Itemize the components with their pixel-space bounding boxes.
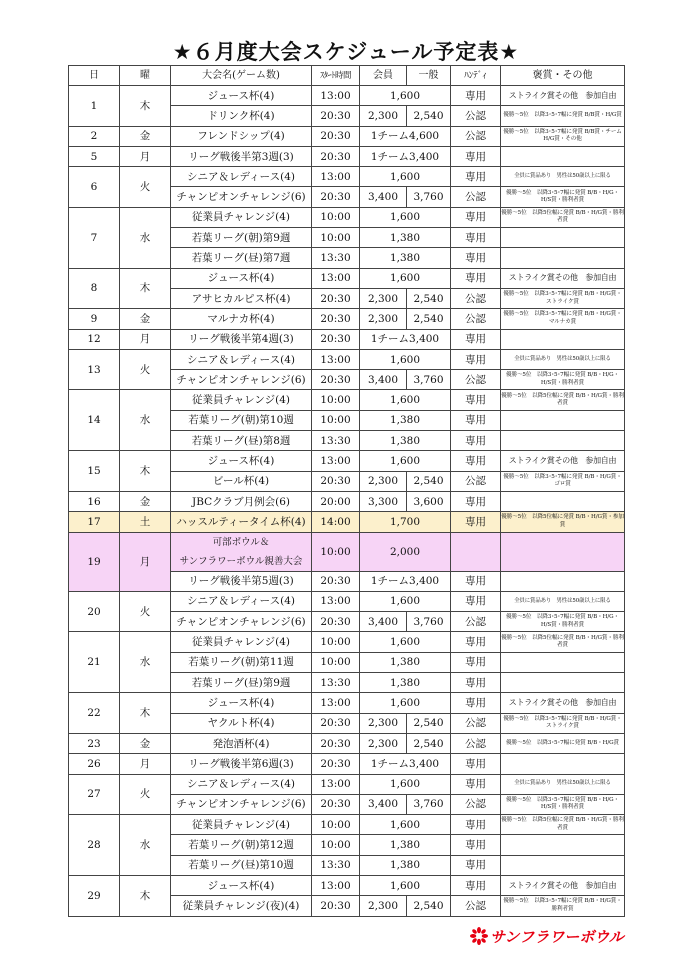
weekday-cell: 木 [120,451,171,492]
header-general: 一般 [407,66,451,86]
general-fee-cell: 2,540 [407,713,451,733]
prize-cell: ストライク賞その他 参加自由 [501,451,625,471]
header-name: 大会名(ゲーム数) [171,66,312,86]
day-cell: 20 [69,591,120,632]
prize-cell: ストライク賞その他 参加自由 [501,875,625,895]
day-cell: 26 [69,754,120,774]
fee-cell: 1,380 [360,835,451,855]
general-fee-cell: 3,600 [407,491,451,511]
member-fee-cell: 2,300 [360,106,407,126]
prize-cell [501,146,625,166]
page-title: ★６月度大会スケジュール予定表★ [172,40,520,64]
weekday-cell: 金 [120,126,171,146]
fee-cell: 1,600 [360,774,451,794]
table-row [69,167,625,187]
start-time-cell: 20:30 [312,309,360,329]
event-name-cell: ヤクルト杯(4) [171,713,312,733]
prize-cell: 優勝～5位 以降3･5･7幅に発賞 B/B・H/G賞・ストライク賞 [501,713,625,733]
event-name-cell: ジュース杯(4) [171,451,312,471]
start-time-cell: 20:30 [312,146,360,166]
fee-cell: 1チーム3,400 [360,754,451,774]
start-time-cell: 13:00 [312,875,360,895]
weekday-cell: 金 [120,309,171,329]
sunflower-icon [470,927,488,945]
event-name-cell: JBCクラブ月例会(6) [171,491,312,511]
event-name-cell: ハッスルティータイム杯(4) [171,512,312,532]
handicap-cell: 専用 [451,167,501,187]
start-time-cell: 13:00 [312,451,360,471]
prize-cell [501,248,625,268]
handicap-cell: 専用 [451,329,501,349]
fee-cell: 1チーム3,400 [360,571,451,591]
handicap-cell: 公認 [451,733,501,753]
handicap-cell: 専用 [451,571,501,591]
start-time-cell: 10:00 [312,652,360,672]
general-fee-cell: 2,540 [407,288,451,308]
table-row [69,693,625,713]
handicap-cell: 公認 [451,106,501,126]
fee-cell: 1,600 [360,349,451,369]
day-cell: 15 [69,451,120,492]
header-member: 会員 [360,66,407,86]
day-cell: 9 [69,309,120,329]
handicap-cell: 専用 [451,875,501,895]
table-row [69,146,625,166]
event-name-cell: 若葉リーグ(昼)第9週 [171,673,312,693]
handicap-cell: 公認 [451,794,501,814]
prize-cell [501,673,625,693]
table-row [69,86,625,106]
start-time-cell: 10:00 [312,410,360,430]
table-row [69,875,625,895]
prize-cell: 優勝～5位 以降5位幅に発賞 B/B・H/G賞・勝利者賞 [501,632,625,652]
prize-cell [501,329,625,349]
event-name-cell: 若葉リーグ(朝)第12週 [171,835,312,855]
weekday-cell: 水 [120,632,171,693]
fee-cell: 2,000 [360,532,451,571]
day-cell: 23 [69,733,120,753]
prize-cell: 全員に賞品あり 男性は50歳以上に限る [501,591,625,611]
handicap-cell: 専用 [451,491,501,511]
start-time-cell: 20:30 [312,126,360,146]
handicap-cell: 専用 [451,652,501,672]
start-time-cell: 10:00 [312,835,360,855]
handicap-cell: 専用 [451,591,501,611]
handicap-cell: 専用 [451,349,501,369]
handicap-cell: 専用 [451,410,501,430]
table-row [69,774,625,794]
prize-cell: 優勝～5位 以降3･5･7幅に発賞 B/B・H/G・H/S賞・勝利者賞 [501,612,625,632]
fee-cell: 1チーム3,400 [360,146,451,166]
weekday-cell: 土 [120,512,171,532]
general-fee-cell: 2,540 [407,309,451,329]
prize-cell [501,491,625,511]
prize-cell [501,532,625,571]
start-time-cell: 10:00 [312,815,360,835]
event-name-cell: シニア＆レディース(4) [171,591,312,611]
handicap-cell: 専用 [451,451,501,471]
handicap-cell: 専用 [451,673,501,693]
start-time-cell: 13:30 [312,431,360,451]
member-fee-cell: 2,300 [360,733,407,753]
event-name-cell: アサヒカルピス杯(4) [171,288,312,308]
prize-cell: 優勝～5位 以降5位幅に発賞 B/B・H/G賞・勝利者賞 [501,815,625,835]
start-time-cell: 20:30 [312,794,360,814]
general-fee-cell: 3,760 [407,794,451,814]
event-name-cell: 若葉リーグ(昼)第8週 [171,431,312,451]
table-row [69,329,625,349]
fee-cell: 1,600 [360,167,451,187]
fee-cell: 1,700 [360,512,451,532]
member-fee-cell: 2,300 [360,309,407,329]
handicap-cell: 公認 [451,612,501,632]
prize-cell: 優勝～5位 以降3･5･7幅に発賞 B/B・H/G賞 [501,733,625,753]
table-row [69,451,625,471]
day-cell: 21 [69,632,120,693]
weekday-cell: 金 [120,733,171,753]
start-time-cell: 13:00 [312,693,360,713]
prize-cell: 優勝～5位 以降3･5･7幅に発賞 B/B・H/G・H/S賞・勝利者賞 [501,794,625,814]
prize-cell: ストライク賞その他 参加自由 [501,268,625,288]
prize-cell: ストライク賞その他 参加自由 [501,86,625,106]
handicap-cell: 専用 [451,512,501,532]
event-name-cell: リーグ戦後半第5週(3) [171,571,312,591]
header-day: 日 [69,66,120,86]
start-time-cell: 20:00 [312,491,360,511]
handicap-cell: 公認 [451,288,501,308]
prize-cell: 全員に賞品あり 男性は50歳以上に限る [501,349,625,369]
fee-cell: 1,380 [360,410,451,430]
general-fee-cell: 3,760 [407,370,451,390]
start-time-cell: 10:00 [312,632,360,652]
prize-cell: 優勝～5位 以降3･5･7幅に発賞 B/B賞・チームH/G賞・その他 [501,126,625,146]
table-row [69,815,625,835]
member-fee-cell: 2,300 [360,896,407,916]
event-name-cell: シニア＆レディース(4) [171,774,312,794]
fee-cell: 1,600 [360,815,451,835]
prize-cell [501,652,625,672]
event-name-cell: ジュース杯(4) [171,86,312,106]
member-fee-cell: 3,400 [360,794,407,814]
fee-cell: 1,380 [360,248,451,268]
day-cell: 7 [69,207,120,268]
start-time-cell: 20:30 [312,733,360,753]
header-weekday: 曜 [120,66,171,86]
handicap-cell: 専用 [451,207,501,227]
event-name-cell: 発泡酒杯(4) [171,733,312,753]
member-fee-cell: 2,300 [360,713,407,733]
day-cell: 5 [69,146,120,166]
prize-cell: 優勝～5位 以降3･5･7幅に発賞 B/B・H/G・H/S賞・勝利者賞 [501,187,625,207]
handicap-cell: 専用 [451,146,501,166]
day-cell: 8 [69,268,120,309]
table-row [69,268,625,288]
handicap-cell: 専用 [451,390,501,410]
fee-cell: 1,380 [360,855,451,875]
handicap-cell: 専用 [451,248,501,268]
handicap-cell [451,532,501,571]
handicap-cell: 専用 [451,835,501,855]
weekday-cell: 水 [120,390,171,451]
handicap-cell: 専用 [451,86,501,106]
member-fee-cell: 3,400 [360,612,407,632]
day-cell: 17 [69,512,120,532]
weekday-cell: 木 [120,86,171,127]
prize-cell: ストライク賞その他 参加自由 [501,693,625,713]
event-name-cell: 従業員チャレンジ(4) [171,815,312,835]
weekday-cell: 火 [120,774,171,815]
weekday-cell: 水 [120,815,171,876]
table-row [69,309,625,329]
table-row [69,733,625,753]
day-cell: 27 [69,774,120,815]
handicap-cell: 専用 [451,693,501,713]
sunflower-bowl-logo [470,924,624,950]
fee-cell: 1,600 [360,632,451,652]
fee-cell: 1,380 [360,652,451,672]
start-time-cell: 13:00 [312,774,360,794]
general-fee-cell: 2,540 [407,471,451,491]
table-row [69,126,625,146]
event-name-cell: リーグ戦後半第6週(3) [171,754,312,774]
start-time-cell: 13:30 [312,673,360,693]
prize-cell: 優勝～5位 以降5位幅に発賞 B/B・H/G賞・勝利者賞 [501,207,625,227]
event-name-cell: ドリンク杯(4) [171,106,312,126]
event-name-cell: ジュース杯(4) [171,693,312,713]
start-time-cell: 13:00 [312,167,360,187]
start-time-cell: 10:00 [312,228,360,248]
table-row [69,591,625,611]
fee-cell: 1,380 [360,228,451,248]
weekday-cell: 火 [120,349,171,390]
event-name-cell: フレンドシップ(4) [171,126,312,146]
fee-cell: 1,600 [360,207,451,227]
handicap-cell: 公認 [451,309,501,329]
start-time-cell: 20:30 [312,754,360,774]
start-time-cell: 13:00 [312,591,360,611]
handicap-cell: 公認 [451,471,501,491]
start-time-cell: 13:00 [312,349,360,369]
fee-cell: 1,380 [360,673,451,693]
start-time-cell: 14:00 [312,512,360,532]
fee-cell: 1,600 [360,390,451,410]
weekday-cell: 火 [120,591,171,632]
start-time-cell: 10:00 [312,532,360,571]
day-cell: 16 [69,491,120,511]
fee-cell: 1チーム3,400 [360,329,451,349]
fee-cell: 1,600 [360,451,451,471]
day-cell: 6 [69,167,120,208]
day-cell: 1 [69,86,120,127]
event-name-cell: チャンピオンチャレンジ(6) [171,370,312,390]
fee-cell: 1,600 [360,591,451,611]
table-row [69,532,625,571]
prize-cell [501,571,625,591]
event-name-cell [171,532,312,571]
handicap-cell: 専用 [451,754,501,774]
handicap-cell: 専用 [451,855,501,875]
member-fee-cell: 3,400 [360,370,407,390]
start-time-cell: 10:00 [312,207,360,227]
table-row [69,207,625,227]
table-row [69,349,625,369]
handicap-cell: 公認 [451,896,501,916]
weekday-cell: 木 [120,268,171,309]
event-name-cell: 従業員チャレンジ(夜)(4) [171,896,312,916]
member-fee-cell: 2,300 [360,288,407,308]
prize-cell: 優勝～5位 以降5位幅に発賞 B/B・H/G賞・参加賞 [501,512,625,532]
table-row [69,632,625,652]
weekday-cell: 月 [120,329,171,349]
start-time-cell: 13:30 [312,855,360,875]
general-fee-cell: 3,760 [407,187,451,207]
day-cell: 28 [69,815,120,876]
event-name-cell: 若葉リーグ(昼)第10週 [171,855,312,875]
event-name-cell: ビール杯(4) [171,471,312,491]
general-fee-cell: 2,540 [407,733,451,753]
event-name-cell: ジュース杯(4) [171,875,312,895]
handicap-cell: 公認 [451,713,501,733]
schedule-table [68,65,625,917]
event-name-cell: シニア＆レディース(4) [171,349,312,369]
event-name-cell: ジュース杯(4) [171,268,312,288]
start-time-cell: 20:30 [312,713,360,733]
general-fee-cell: 2,540 [407,896,451,916]
event-name-line2: サンフラワーボウル親善大会 [179,555,303,567]
event-name-cell: リーグ戦後半第4週(3) [171,329,312,349]
start-time-cell: 13:00 [312,268,360,288]
day-cell: 19 [69,532,120,591]
weekday-cell: 水 [120,207,171,268]
header-row [69,66,625,86]
event-name-cell: チャンピオンチャレンジ(6) [171,187,312,207]
start-time-cell: 20:30 [312,106,360,126]
prize-cell: 全員に賞品あり 男性は50歳以上に限る [501,167,625,187]
table-row [69,491,625,511]
prize-cell: 優勝～5位 以降5位幅に発賞 B/B・H/G賞・勝利者賞 [501,390,625,410]
fee-cell: 1,600 [360,875,451,895]
prize-cell [501,431,625,451]
event-name-cell: 若葉リーグ(朝)第9週 [171,228,312,248]
handicap-cell: 公認 [451,370,501,390]
event-name-cell: 従業員チャレンジ(4) [171,632,312,652]
weekday-cell: 木 [120,875,171,916]
weekday-cell: 月 [120,532,171,591]
handicap-cell: 専用 [451,431,501,451]
fee-cell: 1,600 [360,268,451,288]
header-start: ｽﾀｰﾄ時間 [312,66,360,86]
event-name-cell: 若葉リーグ(朝)第10週 [171,410,312,430]
start-time-cell: 20:30 [312,571,360,591]
prize-cell [501,228,625,248]
handicap-cell: 専用 [451,815,501,835]
event-name-cell: 若葉リーグ(朝)第11週 [171,652,312,672]
weekday-cell: 火 [120,167,171,208]
prize-cell [501,855,625,875]
event-name-cell: 若葉リーグ(昼)第7週 [171,248,312,268]
prize-cell: 優勝～5位 以降3･5･7幅に発賞 B/B・H/G賞・ゴロ賞 [501,471,625,491]
day-cell: 13 [69,349,120,390]
header-handicap: ﾊﾝﾃﾞｨ [451,66,501,86]
day-cell: 29 [69,875,120,916]
weekday-cell: 木 [120,693,171,734]
table-row [69,754,625,774]
handicap-cell: 専用 [451,632,501,652]
weekday-cell: 金 [120,491,171,511]
prize-cell: 全員に賞品あり 男性は50歳以上に限る [501,774,625,794]
event-name-cell: 従業員チャレンジ(4) [171,390,312,410]
prize-cell [501,835,625,855]
fee-cell: 1チーム4,600 [360,126,451,146]
weekday-cell: 月 [120,146,171,166]
fee-cell: 1,600 [360,693,451,713]
prize-cell: 優勝～5位 以降3･5･7幅に発賞 B/B・H/G賞・ストライク賞 [501,288,625,308]
handicap-cell: 公認 [451,126,501,146]
handicap-cell: 専用 [451,268,501,288]
table-row [69,390,625,410]
event-name-cell: 従業員チャレンジ(4) [171,207,312,227]
start-time-cell: 20:30 [312,612,360,632]
start-time-cell: 20:30 [312,471,360,491]
handicap-cell: 公認 [451,187,501,207]
day-cell: 12 [69,329,120,349]
prize-cell: 優勝～5位 以降3･5･7幅に発賞 B/B賞・H/G賞 [501,106,625,126]
event-name-cell: シニア＆レディース(4) [171,167,312,187]
member-fee-cell: 3,400 [360,187,407,207]
general-fee-cell: 2,540 [407,106,451,126]
fee-cell: 1,380 [360,431,451,451]
prize-cell [501,754,625,774]
start-time-cell: 10:00 [312,390,360,410]
day-cell: 2 [69,126,120,146]
day-cell: 22 [69,693,120,734]
prize-cell [501,410,625,430]
member-fee-cell: 3,300 [360,491,407,511]
table-row [69,512,625,532]
start-time-cell: 20:30 [312,370,360,390]
event-name-cell: リーグ戦後半第3週(3) [171,146,312,166]
handicap-cell: 専用 [451,228,501,248]
start-time-cell: 20:30 [312,187,360,207]
start-time-cell: 20:30 [312,896,360,916]
handicap-cell: 専用 [451,774,501,794]
event-name-cell: チャンピオンチャレンジ(6) [171,612,312,632]
event-name-cell: マルナカ杯(4) [171,309,312,329]
member-fee-cell: 2,300 [360,471,407,491]
weekday-cell: 月 [120,754,171,774]
general-fee-cell: 3,760 [407,612,451,632]
start-time-cell: 13:30 [312,248,360,268]
prize-cell: 優勝～5位 以降3･5･7幅に発賞 B/B・H/G賞・勝利者賞 [501,896,625,916]
event-name-cell: チャンピオンチャレンジ(6) [171,794,312,814]
header-prize: 褒賞・その他 [501,66,625,86]
start-time-cell: 20:30 [312,288,360,308]
prize-cell: 優勝～5位 以降3･5･7幅に発賞 B/B・H/G・H/S賞・勝利者賞 [501,370,625,390]
start-time-cell: 20:30 [312,329,360,349]
start-time-cell: 13:00 [312,86,360,106]
day-cell: 14 [69,390,120,451]
event-name-line1: 可部ボウル＆ [212,536,270,548]
logo-text: サンフラワーボウル [490,928,624,946]
fee-cell: 1,600 [360,86,451,106]
prize-cell: 優勝～5位 以降3･5･7幅に発賞 B/B・H/G賞・マルナカ賞 [501,309,625,329]
